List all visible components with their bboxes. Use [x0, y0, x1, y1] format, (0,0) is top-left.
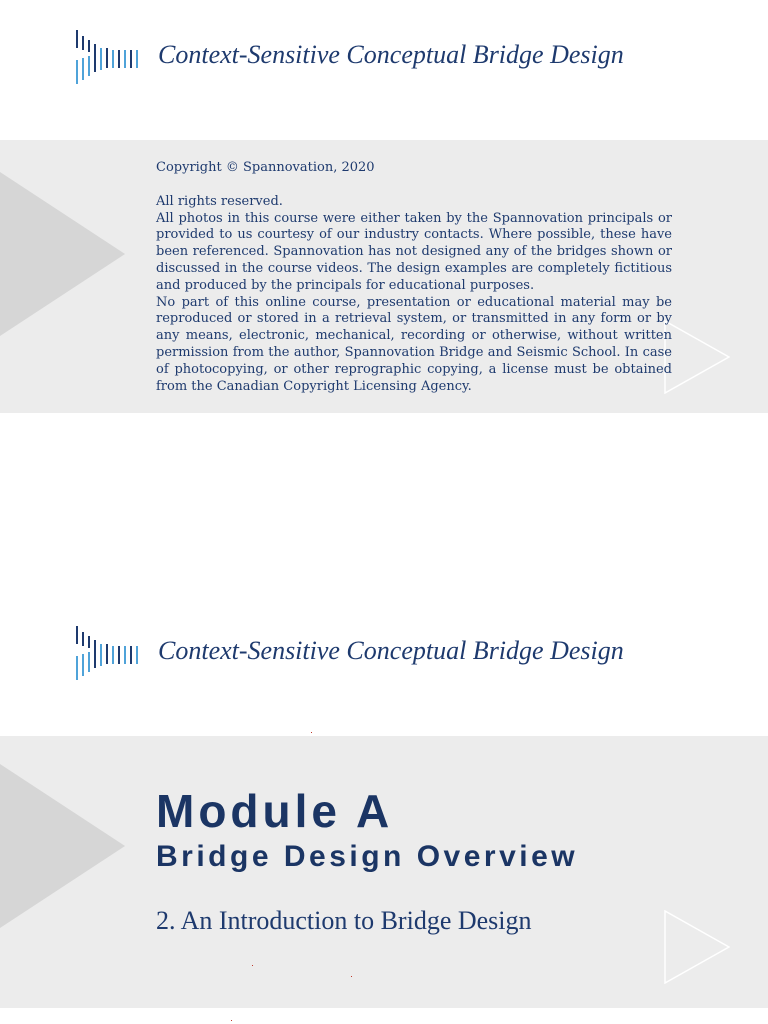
rights-reserved-line: All rights reserved. — [156, 193, 283, 209]
stray-dot — [231, 1020, 232, 1021]
page1-header — [0, 0, 768, 70]
bridge-bars-logo-icon — [72, 622, 144, 684]
lesson-title: 2. An Introduction to Bridge Design — [156, 906, 532, 935]
copyright-line: Copyright © Spannovation, 2020 — [156, 160, 375, 175]
module-title: Module A — [156, 785, 394, 837]
module-subtitle: Bridge Design Overview — [156, 840, 579, 873]
left-triangle-decoration — [0, 764, 125, 928]
bridge-bars-logo-icon — [72, 26, 144, 88]
reproduction-paragraph: No part of this online course, presentation or educational material may be reproduced or stored in a retrieval system, or transmitted in any form or by any means, electronic, mechanical, recording or otherwise, without written permission from the author, Spannovation Bridge and Seismic School. In case of photocopying, or other reprographic copying, a license must be obtained from the Canadian Copyright Licensing Agency. — [156, 294, 672, 394]
stray-dot — [311, 732, 312, 733]
copyright-band — [0, 140, 768, 413]
stray-dot — [351, 976, 352, 977]
module-band — [0, 736, 768, 1008]
header-title: Context-Sensitive Conceptual Bridge Design — [158, 40, 624, 69]
right-triangle-outline-icon — [664, 320, 730, 394]
page2-header — [0, 596, 768, 666]
photos-paragraph: All photos in this course were either taken by the Spannovation principals or provided to us courtesy of our industry contacts. Where possible, these have been referenced. Spannovation has not designed any of the bridges shown or discussed in the course videos. The design examples are completely fictitious and produced by the principals for educational purposes. — [156, 210, 672, 293]
right-triangle-outline-icon — [664, 910, 730, 984]
copyright-notice — [156, 160, 672, 395]
left-triangle-decoration — [0, 172, 125, 336]
header-title: Context-Sensitive Conceptual Bridge Design — [158, 636, 624, 665]
stray-dot — [252, 965, 253, 966]
